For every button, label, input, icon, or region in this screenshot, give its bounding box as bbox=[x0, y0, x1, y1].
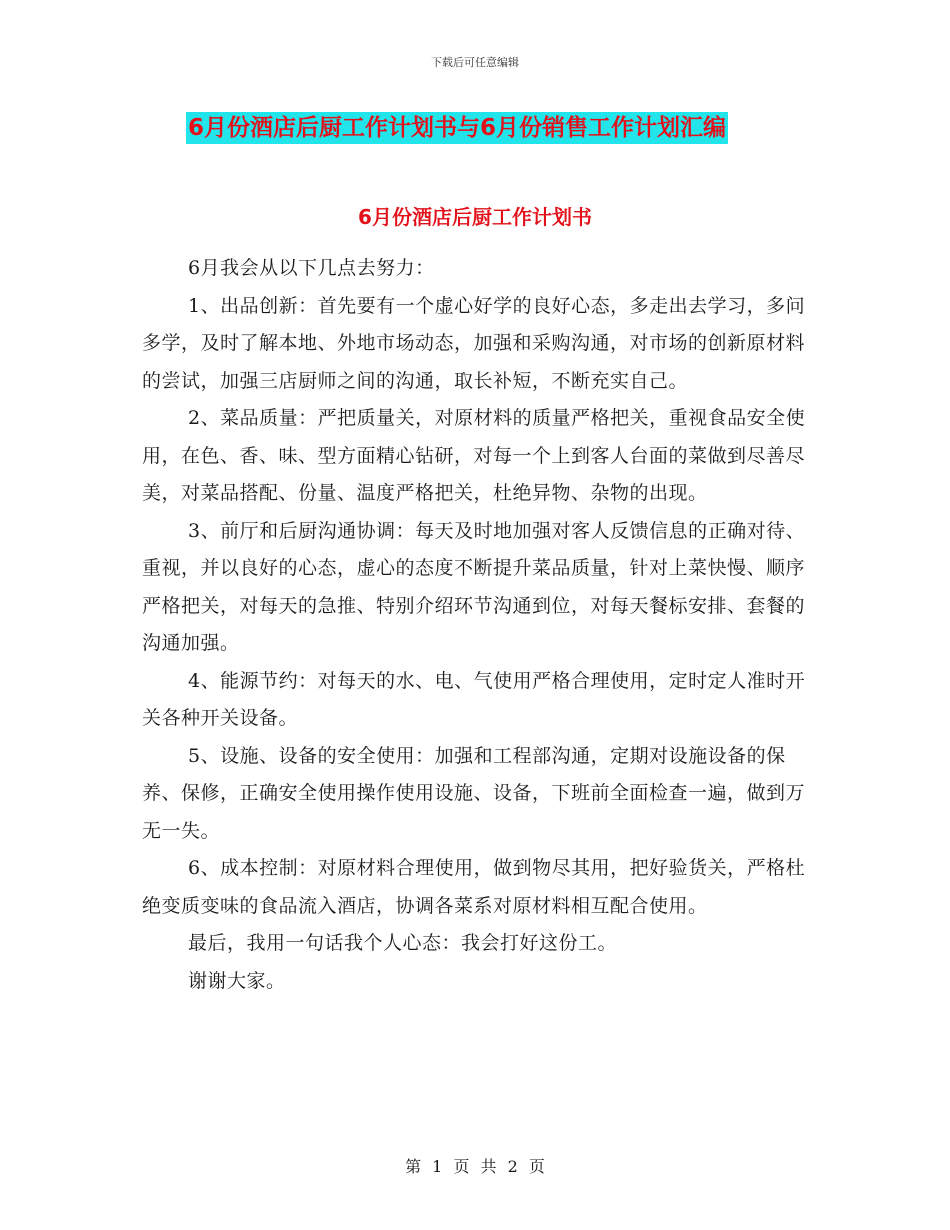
paragraph-item-6 bbox=[142, 850, 812, 925]
paragraph-text: 6、成本控制：对原材料合理使用，做到物尽其用，把好验货关，严格杜绝变质变味的食品流入酒店，协调各菜系对原材料相互配合使用。 bbox=[142, 857, 806, 917]
paragraph-text: 6月我会从以下几点去努力： bbox=[188, 257, 435, 279]
document-title: 6月份酒店后厨工作计划书与6月份销售工作计划汇编 bbox=[186, 112, 728, 144]
paragraph-text: 最后，我用一句话我个人心态：我会打好这份工。 bbox=[188, 932, 618, 954]
header-note: 下载后可任意编辑 bbox=[431, 56, 519, 69]
paragraph-text: 2、菜品质量：严把质量关，对原材料的质量严格把关，重视食品安全使用，在色、香、味、型方面精心钻研，对每一个上到客人台面的菜做到尽善尽美，对菜品搭配、份量、温度严格把关，杜绝异物、杂物的出现。 bbox=[142, 407, 806, 504]
paragraph-item-5 bbox=[142, 738, 812, 851]
paragraph-thanks bbox=[142, 963, 812, 1001]
paragraph-text: 5、设施、设备的安全使用：加强和工程部沟通，定期对设施设备的保养、保修，正确安全使用操作使用设施、设备，下班前全面检查一遍，做到万无一失。 bbox=[142, 744, 806, 842]
paragraph-item-2 bbox=[142, 400, 812, 513]
paragraph-text: 4、能源节约：对每天的水、电、气使用严格合理使用，定时定人准时开关各种开关设备。 bbox=[142, 669, 806, 729]
page-footer: 第 1 页 共 2 页 bbox=[405, 1157, 545, 1176]
document-body bbox=[142, 250, 812, 1000]
paragraph-intro bbox=[142, 250, 812, 288]
paragraph-text: 谢谢大家。 bbox=[188, 969, 286, 992]
paragraph-item-4 bbox=[142, 663, 812, 738]
paragraph-item-1 bbox=[142, 288, 812, 401]
document-title-container bbox=[186, 112, 810, 144]
paragraph-closing bbox=[142, 925, 812, 963]
paragraph-item-3 bbox=[142, 513, 812, 663]
paragraph-text: 3、前厅和后厨沟通协调：每天及时地加强对客人反馈信息的正确对待、重视，并以良好的心态，虚心的态度不断提升菜品质量，针对上菜快慢、顺序严格把关，对每天的急推、特别介绍环节沟通到位，对每天餐标安排、套餐的沟通加强。 bbox=[142, 519, 806, 654]
section-title: 6月份酒店后厨工作计划书 bbox=[358, 205, 592, 229]
paragraph-text: 1、出品创新：首先要有一个虚心好学的良好心态，多走出去学习，多问多学，及时了解本地、外地市场动态，加强和采购沟通，对市场的创新原材料的尝试，加强三店厨师之间的沟通，取长补短，不断充实自己。 bbox=[142, 294, 806, 392]
